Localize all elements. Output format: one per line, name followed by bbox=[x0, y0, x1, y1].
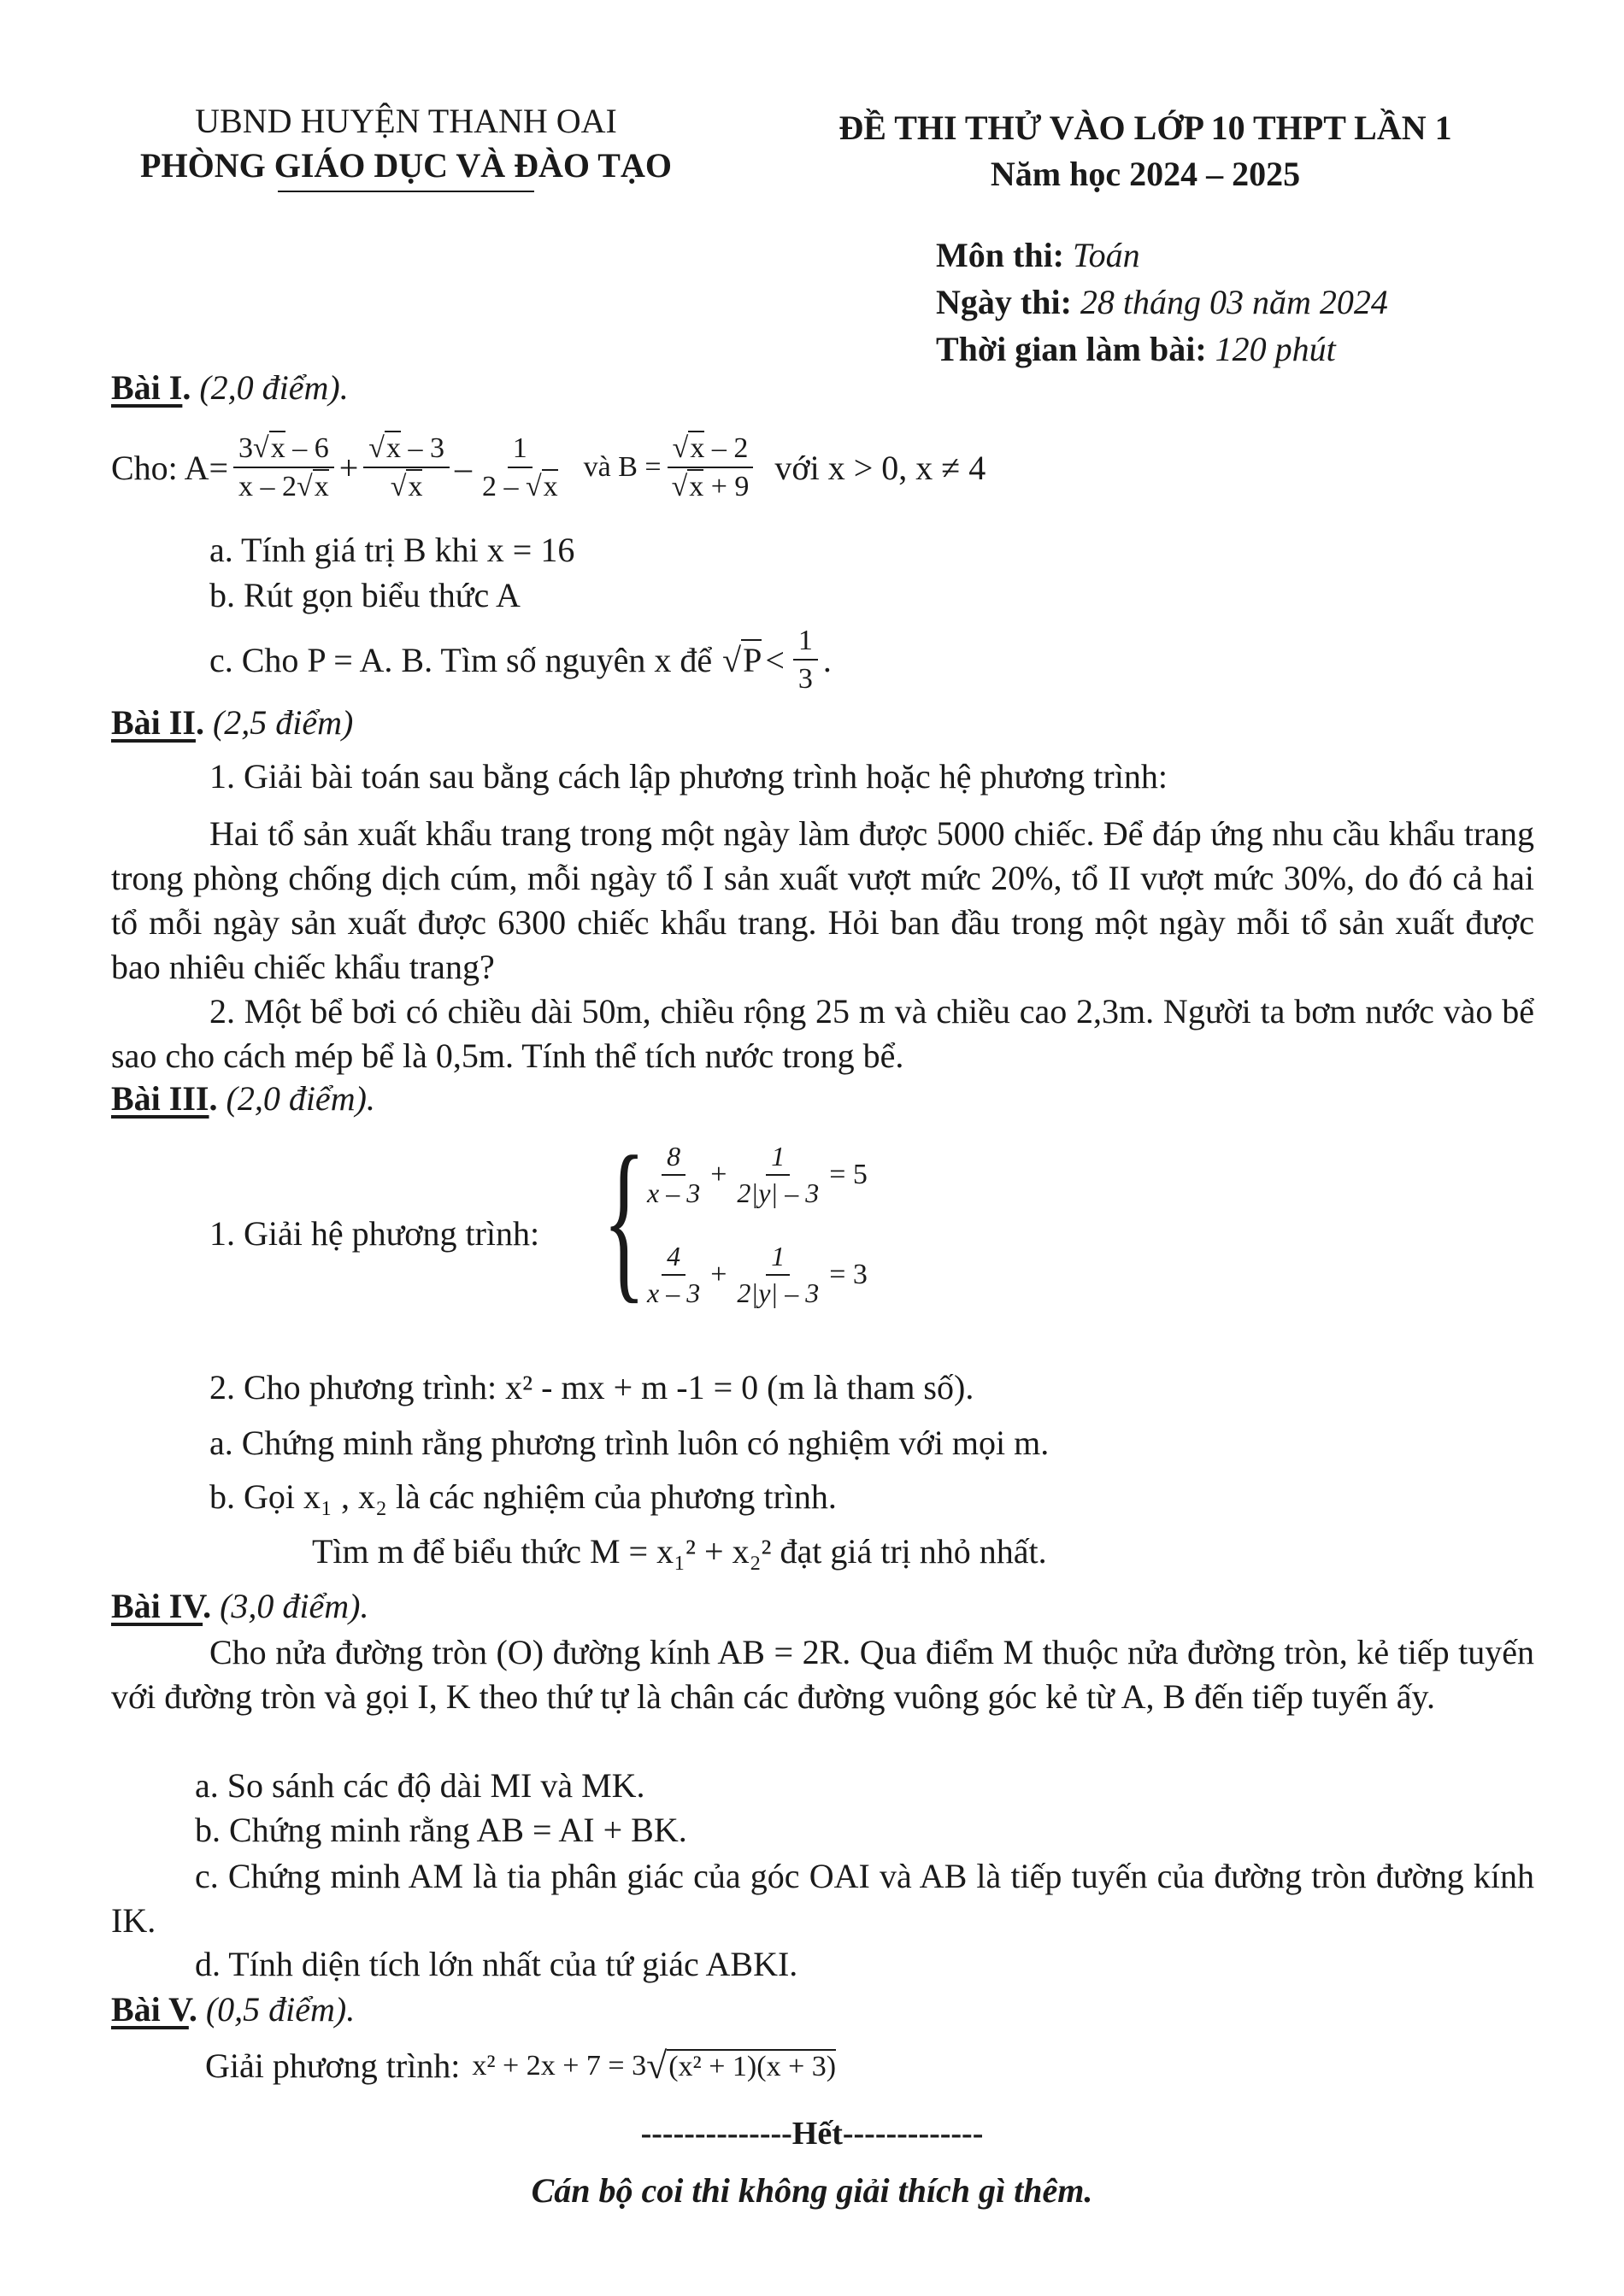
bai2-title: Bài II bbox=[111, 703, 196, 742]
time-line bbox=[936, 329, 1336, 369]
school-department: PHÒNG GIÁO DỤC VÀ ĐÀO TẠO bbox=[140, 146, 672, 185]
subject-line bbox=[936, 235, 1140, 275]
bai3-title: Bài III bbox=[111, 1079, 209, 1118]
bai5-title: Bài V bbox=[111, 1990, 189, 2029]
bai2-q2: 2. Một bể bơi có chiều dài 50m, chiều rộng 25 m và chiều cao 2,3m. Người ta bơm nước vào bể sao cho cách mép bể là 0,5m. Tính thể tích nước trong bể. bbox=[111, 992, 1534, 1075]
exam-title: ĐỀ THI THỬ VÀO LỚP 10 THPT LẦN 1 bbox=[838, 109, 1452, 147]
school-authority: UBND HUYỆN THANH OAI bbox=[195, 102, 617, 140]
bai2-points: (2,5 điểm) bbox=[212, 703, 354, 742]
bai1-c: c. Cho P = A. B. Tìm số nguyên x để √P < $\frac{1}{3}$ . bbox=[209, 625, 832, 696]
plus-sign: + bbox=[338, 448, 359, 487]
bai4-title: Bài IV bbox=[111, 1587, 203, 1625]
date-label: Ngày thi: bbox=[936, 283, 1072, 321]
school-year: Năm học 2024 – 2025 bbox=[990, 155, 1301, 193]
bai3-q2b-cont: Tìm m để biểu thức M = x₁² + x₂² đạt giá trị nhỏ nhất. bbox=[312, 1532, 1047, 1571]
bai4-b: b. Chứng minh rằng AB = AI + BK. bbox=[195, 1811, 687, 1849]
bai3-heading: Bài III. (2,0 điểm). bbox=[111, 1079, 375, 1118]
one-third-fraction: $\frac{1}{3}$ bbox=[793, 624, 818, 696]
bai1-points: (2,0 điểm). bbox=[199, 368, 349, 407]
subject-value: Toán bbox=[1073, 236, 1140, 274]
header-rule bbox=[278, 191, 534, 192]
b-fraction: $\frac{√x - 2}{√x + 9}$ bbox=[667, 432, 755, 503]
bai4-intro: Cho nửa đường tròn (O) đường kính AB = 2R. Qua điểm M thuộc nửa đường tròn, kẻ tiếp tuyến với đường tròn và gọi I, K theo thứ tự là chân các đường vuông góc kẻ từ A, B đến tiếp tuyến ấy. bbox=[111, 1633, 1534, 1716]
system-eq1: $\frac{8}{x - 3}$ + $\frac{1}{2|y| - 3}$ = 5 bbox=[647, 1141, 868, 1208]
a-fraction-1: $\frac{3√x - 6}{x - 2√x}$ bbox=[233, 432, 334, 503]
bai1-title: Bài I bbox=[111, 368, 183, 407]
bai4-d: d. Tính diện tích lớn nhất của tứ giác ABKI. bbox=[195, 1945, 798, 1983]
bai2-problem-text: Hai tổ sản xuất khẩu trang trong một ngày làm được 5000 chiếc. Để đáp ứng nhu cầu khẩu trang trong phòng chống dịch cúm, mỗi ngày tổ I sản xuất vượt mức 20%, tổ II vượt mức 30%, do đó cả hai tổ mỗi ngày sản xuất được 6300 chiếc khẩu trang. Hỏi ban đầu trong một ngày mỗi tổ sản xuất được bao nhiêu chiếc khẩu trang? bbox=[111, 814, 1534, 986]
bai1-heading: Bài I. (2,0 điểm). bbox=[111, 368, 349, 407]
end-marker: --------------Hết------------- bbox=[640, 2116, 984, 2152]
bai4-points: (3,0 điểm). bbox=[220, 1587, 369, 1625]
bai1-a: a. Tính giá trị B khi x = 16 bbox=[209, 531, 575, 569]
bai3-q1: 1. Giải hệ phương trình: bbox=[209, 1214, 540, 1253]
bai1-expression bbox=[111, 432, 986, 503]
bai3-q2a: a. Chứng minh rằng phương trình luôn có nghiệm với mọi m. bbox=[209, 1424, 1050, 1462]
bai3-q2b: b. Gọi x₁ , x₂ là các nghiệm của phương trình. bbox=[209, 1477, 837, 1516]
bai1-b: b. Rút gọn biểu thức A bbox=[209, 576, 521, 614]
subject-label: Môn thi: bbox=[936, 236, 1064, 274]
proctor-note: Cán bộ coi thi không giải thích gì thêm. bbox=[531, 2171, 1093, 2210]
time-value: 120 phút bbox=[1215, 330, 1336, 368]
system-eq2: $\frac{4}{x - 3}$ + $\frac{1}{2|y| - 3}$ = 3 bbox=[647, 1241, 868, 1308]
bai3-points: (2,0 điểm). bbox=[226, 1079, 375, 1118]
date-line bbox=[936, 282, 1388, 322]
bai5-heading: Bài V. (0,5 điểm). bbox=[111, 1990, 356, 2029]
date-value: 28 tháng 03 năm 2024 bbox=[1080, 283, 1388, 321]
bai1-condition: với x > 0, x ≠ 4 bbox=[774, 448, 986, 487]
a-fraction-2: $\frac{√x - 3}{√x}$ bbox=[363, 432, 450, 503]
bai1-va-b: và B = bbox=[583, 451, 662, 484]
time-label: Thời gian làm bài: bbox=[936, 330, 1207, 368]
bai2-heading: Bài II. (2,5 điểm) bbox=[111, 703, 354, 742]
system-brace: { bbox=[603, 1120, 646, 1318]
bai4-heading: Bài IV. (3,0 điểm). bbox=[111, 1587, 369, 1625]
bai4-a: a. So sánh các độ dài MI và MK. bbox=[195, 1766, 645, 1805]
bai1-cho: Cho: A= bbox=[111, 448, 229, 487]
bai5-points: (0,5 điểm). bbox=[205, 1990, 356, 2029]
bai4-c: c. Chứng minh AM là tia phân giác của góc OAI và AB là tiếp tuyến của đường tròn đường kính IK. bbox=[111, 1857, 1534, 1940]
minus-sign: – bbox=[454, 448, 472, 487]
bai5-equation: Giải phương trình: x² + 2x + 7 = 3 √ (x² + 1)(x + 3) bbox=[205, 2045, 837, 2087]
a-fraction-3: $\frac{1}{2 - √x}$ bbox=[481, 432, 558, 503]
bai3-q2: 2. Cho phương trình: x² - mx + m -1 = 0 (m là tham số). bbox=[209, 1368, 974, 1406]
bai2-q1: 1. Giải bài toán sau bằng cách lập phương trình hoặc hệ phương trình: bbox=[209, 757, 1168, 796]
